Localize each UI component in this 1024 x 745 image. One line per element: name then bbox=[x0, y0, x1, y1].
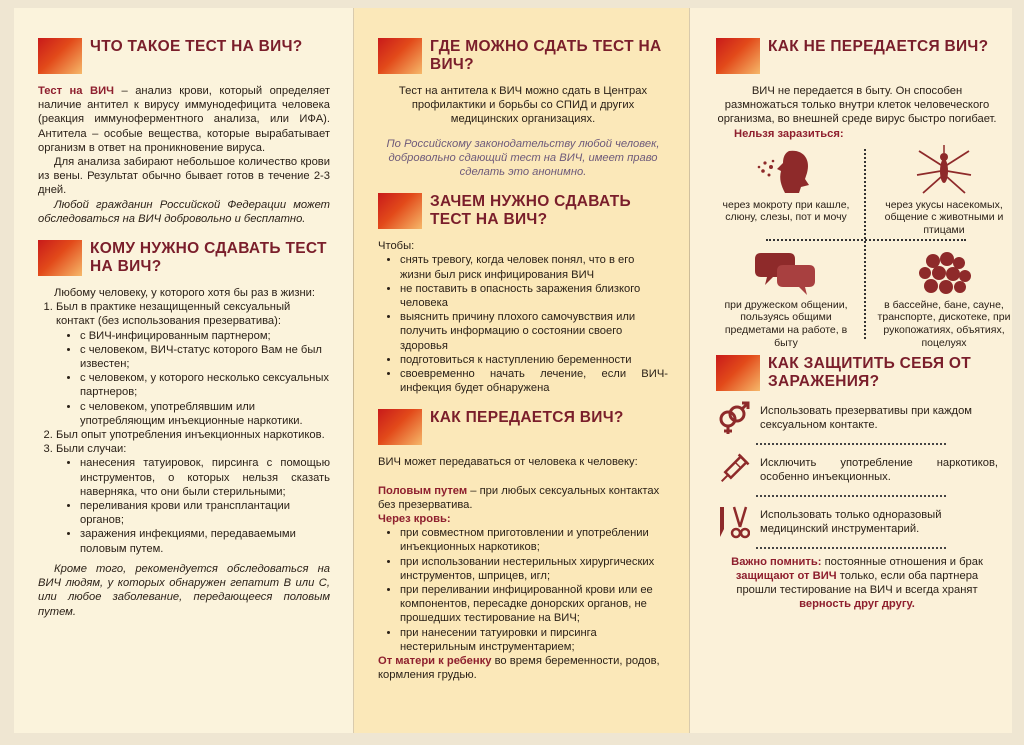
gender-symbols-icon bbox=[716, 401, 750, 435]
divider bbox=[766, 239, 966, 241]
section-header-who-needs bbox=[38, 240, 330, 276]
protection-item-drugs bbox=[716, 453, 998, 487]
section-title: КАК НЕ ПЕРЕДАЕТСЯ ВИЧ? bbox=[768, 38, 989, 55]
header-accent-square bbox=[38, 240, 82, 276]
protection-text: Использовать только одноразовый медицинский инструментарий. bbox=[760, 508, 942, 535]
list-item: 2. Был опыт употребления инъекционных наркотиков. bbox=[56, 428, 330, 442]
list-item: • нанесения татуировок, пирсинга с помощью инструментов, о которых нельзя сказать наверняка, что они были стерильными; bbox=[80, 456, 330, 499]
section-header-how-transmitted bbox=[378, 409, 668, 445]
test-procedure: Для анализа забирают небольшое количество крови из вены. Результат обычно бывает готов в течение 2-3 дней. bbox=[38, 156, 330, 197]
divider bbox=[756, 495, 946, 497]
list-item: • снять тревогу, когда человек понял, что в его жизни был риск инфицирования ВИЧ bbox=[400, 253, 668, 281]
blood-transmission-lead: Через кровь: bbox=[378, 513, 451, 526]
header-accent-square bbox=[378, 38, 422, 74]
mother-to-child: От матери к ребенку во время беременности, родов, кормления грудью. bbox=[378, 655, 660, 682]
section-title: КОМУ НУЖНО СДАВАТЬ ТЕСТ НА ВИЧ? bbox=[90, 240, 327, 276]
list-item: 3. Были случаи: • нанесения татуировок, пирсинга с помощью инструментов, о которых нельзя сказать наверняка, что они были стерильными; • переливания крови или трансплантации органов; • заражения инфекциями, передаваемыми половым путем. bbox=[56, 442, 330, 556]
list-item: • переливания крови или трансплантации органов; bbox=[80, 499, 330, 527]
cannot-get-infected: Нельзя заразиться: bbox=[734, 127, 844, 140]
speech-bubbles-icon bbox=[755, 249, 817, 295]
list-item: • при совместном приготовлении и употреблении инъекционных наркотиков; bbox=[400, 526, 668, 554]
section-title: КАК ЗАЩИТИТЬ СЕБЯ ОТ ЗАРАЖЕНИЯ? bbox=[768, 354, 972, 390]
panel-right bbox=[690, 8, 1012, 733]
divider bbox=[756, 443, 946, 445]
section-header-what-is-test bbox=[38, 38, 330, 74]
section-title: ГДЕ МОЖНО СДАТЬ ТЕСТ НА ВИЧ? bbox=[430, 38, 662, 73]
section-title: КАК ПЕРЕДАЕТСЯ ВИЧ? bbox=[430, 409, 624, 427]
protection-item-condoms bbox=[716, 401, 998, 435]
divider bbox=[864, 149, 866, 339]
panel-left bbox=[14, 8, 354, 733]
syringe-icon bbox=[716, 453, 750, 487]
medical-tools-icon bbox=[716, 505, 750, 539]
grid-cell-public-places bbox=[874, 249, 1014, 349]
panel-middle bbox=[354, 8, 690, 733]
grid-cell-cough bbox=[716, 145, 856, 224]
list-item: • при переливании инфицированной крови или ее компонентов, пересадке донорских органов, не прошедших тестирование на ВИЧ; bbox=[400, 583, 668, 626]
grid-cell-communication bbox=[716, 249, 856, 349]
who-numbered-list bbox=[38, 300, 330, 556]
protection-text: Исключить употребление наркотиков, особенно инъекционных. bbox=[760, 456, 998, 483]
header-accent-square bbox=[378, 409, 422, 445]
blood-list bbox=[378, 526, 668, 654]
transmission-intro: ВИЧ может передаваться от человека к человеку: bbox=[378, 456, 638, 469]
list-item: • с человеком, употреблявшим или употребляющим инъекционные наркотики. bbox=[80, 400, 330, 428]
list-item: • с человеком, ВИЧ-статус которого Вам не был известен; bbox=[80, 343, 330, 371]
list-item: • при нанесении татуировки и пирсинга нестерильным инструментарием; bbox=[400, 626, 668, 654]
not-transmitted-body: ВИЧ не передается в быту. Он способен размножаться только внутри клеток человеческого организма, во внешней среде вирус быстро погибает. bbox=[717, 85, 997, 126]
divider bbox=[756, 547, 946, 549]
section-header-not-transmitted bbox=[716, 38, 998, 74]
header-accent-square bbox=[38, 38, 82, 74]
free-test-note: Любой гражданин Российской Федерации может обследоваться на ВИЧ добровольно и бесплатно. bbox=[38, 198, 330, 225]
section-title: ЧТО ТАКОЕ ТЕСТ НА ВИЧ? bbox=[90, 38, 303, 55]
grid-cell-insects bbox=[874, 145, 1014, 237]
where-body: Тест на антитела к ВИЧ можно сдать в Центрах профилактики и борьбы со СПИД и других медицинских организациях. bbox=[398, 85, 648, 126]
list-item: • заражения инфекциями, передаваемыми половым путем. bbox=[80, 527, 330, 555]
mosquito-icon bbox=[913, 145, 975, 195]
cell-text: в бассейне, бане, сауне, транспорте, дискотеке, при рукопожатиях, объятиях, поцелуях bbox=[877, 298, 1011, 349]
header-accent-square bbox=[716, 38, 760, 74]
list-item: 1. Был в практике незащищенный сексуальный контакт (без использования презерватива): • с ВИЧ-инфицированным партнером; • с человеком, ВИЧ-статус которого Вам не был известен; • с человеком, у которого несколько сексуальных партнеров; • с человеком, употреблявшим или употребляющим инъекционные наркотики. bbox=[56, 300, 330, 428]
anonymous-note: По Российскому законодательству любой человек, добровольно сдающий тест на ВИЧ, имеет право сделать это анонимно. bbox=[386, 137, 660, 179]
important-note: Важно помнить: постоянные отношения и брак защищают от ВИЧ только, если оба партнера прошли тестирование на ВИЧ и всегда хранят верность друг другу. bbox=[731, 555, 983, 611]
list-item: • не поставить в опасность заражения близкого человека bbox=[400, 282, 668, 310]
cell-text: через мокроту при кашле, слюну, слезы, пот и мочу bbox=[722, 198, 850, 224]
why-intro: Чтобы: bbox=[378, 240, 415, 253]
protection-item-instruments bbox=[716, 505, 998, 539]
section-header-why-test bbox=[378, 193, 668, 229]
cell-text: через укусы насекомых, общение с животными и птицами bbox=[884, 198, 1004, 236]
section-header-where-test bbox=[378, 38, 668, 74]
list-item: • своевременно начать лечение, если ВИЧ-инфекция будет обнаружена bbox=[400, 367, 668, 395]
why-list bbox=[378, 253, 668, 395]
test-definition: Тест на ВИЧ – анализ крови, который определяет наличие антител к вирусу иммунодефицита человека (реакция иммуноферментного анализа, или ИФА). Антитела – особые вещества, которые вырабатывает организм в ответ на проникновение вируса. bbox=[38, 85, 330, 154]
section-title: ЗАЧЕМ НУЖНО СДАВАТЬ ТЕСТ НА ВИЧ? bbox=[430, 193, 631, 229]
sexual-transmission: Половым путем – при любых сексуальных контактах без презерватива. bbox=[378, 484, 660, 511]
who-intro: Любому человеку, у которого хотя бы раз в жизни: bbox=[54, 287, 316, 300]
header-accent-square bbox=[378, 193, 422, 229]
list-item: • с человеком, у которого несколько сексуальных партнеров; bbox=[80, 371, 330, 399]
term-lead: Тест на ВИЧ bbox=[38, 85, 114, 97]
section-header-how-protect bbox=[716, 355, 998, 391]
header-accent-square bbox=[716, 355, 760, 391]
list-item: • подготовиться к наступлению беременности bbox=[400, 353, 668, 367]
protection-text: Использовать презервативы при каждом сексуальном контакте. bbox=[760, 404, 972, 431]
list-item: • выяснить причину плохого самочувствия или получить информацию о состоянии своего здоровья bbox=[400, 310, 668, 353]
additional-recommendation: Кроме того, рекомендуется обследоваться на ВИЧ людям, у которых обнаружен гепатит В или С, или любое заболевание, передающееся половым путем. bbox=[38, 562, 330, 618]
cell-text: при дружеском общении, пользуясь общими предметами на работе, в быту bbox=[724, 298, 848, 349]
cough-icon bbox=[755, 145, 817, 195]
non-transmission-grid bbox=[716, 145, 1011, 349]
list-item: • с ВИЧ-инфицированным партнером; bbox=[80, 329, 330, 343]
list-item: • при использовании нестерильных хирургических инструментов, шприцев, игл; bbox=[400, 555, 668, 583]
crowd-icon bbox=[913, 249, 975, 295]
